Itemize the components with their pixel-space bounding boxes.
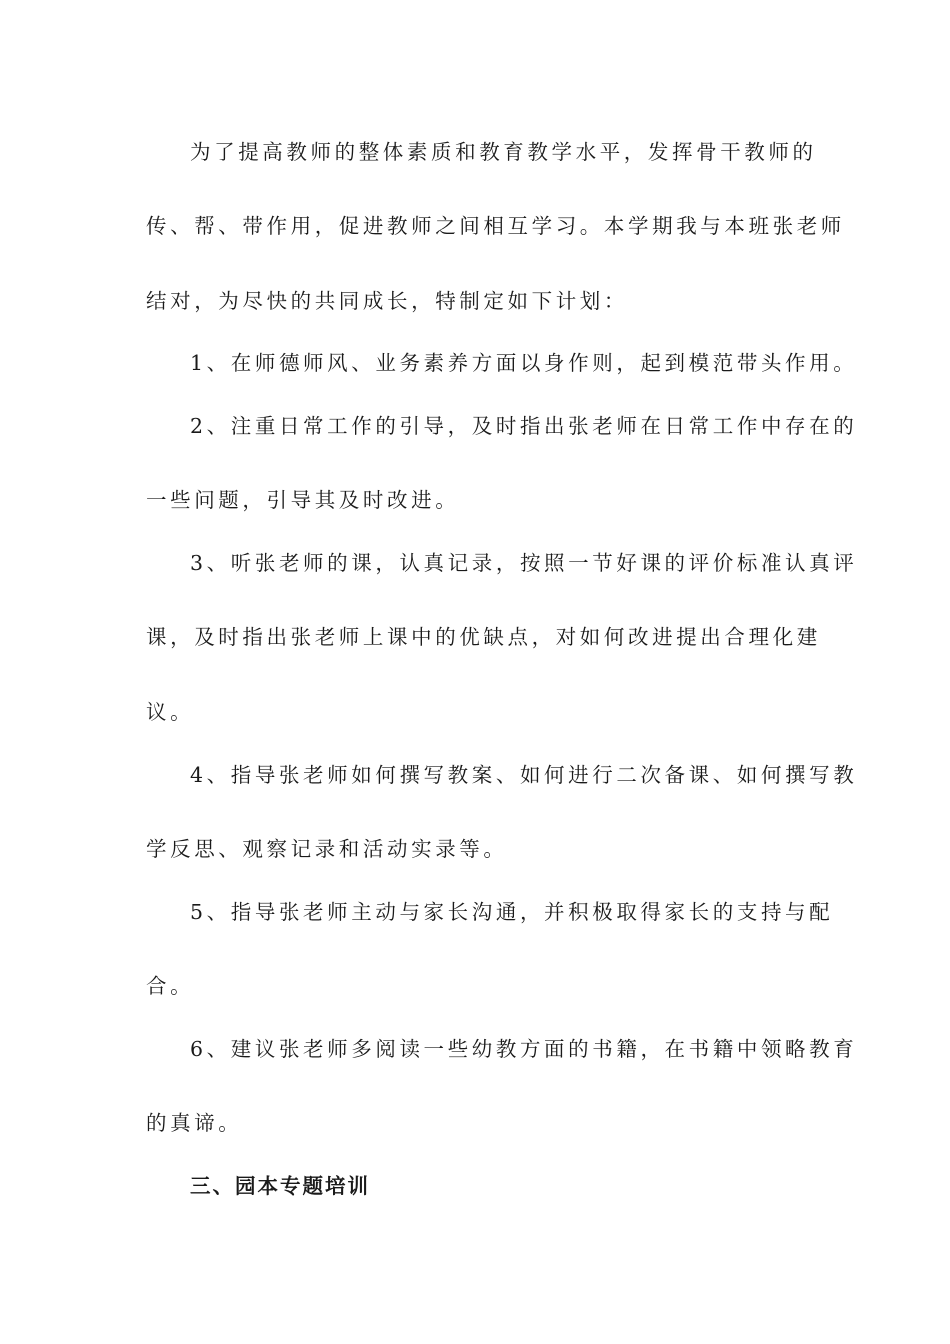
plan-item-5-line-2: 合。 xyxy=(146,974,195,998)
plan-item-3-line-1: 3、听张老师的课，认真记录，按照一节好课的评价标准认真评 xyxy=(190,551,858,575)
paragraph-intro-line-1: 为了提高教师的整体素质和教育教学水平，发挥骨干教师的 xyxy=(190,140,817,164)
plan-item-5-line-1: 5、指导张老师主动与家长沟通，并积极取得家长的支持与配 xyxy=(190,900,834,924)
plan-item-2-line-2: 一些问题，引导其及时改进。 xyxy=(146,488,460,512)
plan-item-2-line-1: 2、注重日常工作的引导，及时指出张老师在日常工作中存在的 xyxy=(190,414,858,438)
plan-item-1-line-1: 1、在师德师风、业务素养方面以身作则，起到模范带头作用。 xyxy=(190,351,858,375)
plan-item-6-line-2: 的真谛。 xyxy=(146,1111,243,1135)
section-heading: 三、园本专题培训 xyxy=(190,1174,370,1198)
plan-item-3-line-2: 课，及时指出张老师上课中的优缺点，对如何改进提出合理化建 xyxy=(146,625,821,649)
plan-item-4-line-1: 4、指导张老师如何撰写教案、如何进行二次备课、如何撰写教 xyxy=(190,763,858,787)
paragraph-intro-line-3: 结对，为尽快的共同成长，特制定如下计划： xyxy=(146,289,628,313)
plan-item-6-line-1: 6、建议张老师多阅读一些幼教方面的书籍，在书籍中领略教育 xyxy=(190,1037,858,1061)
plan-item-3-line-3: 议。 xyxy=(146,700,195,724)
plan-item-4-line-2: 学反思、观察记录和活动实录等。 xyxy=(146,837,508,861)
paragraph-intro-line-2: 传、帮、带作用，促进教师之间相互学习。本学期我与本班张老师 xyxy=(146,214,845,238)
